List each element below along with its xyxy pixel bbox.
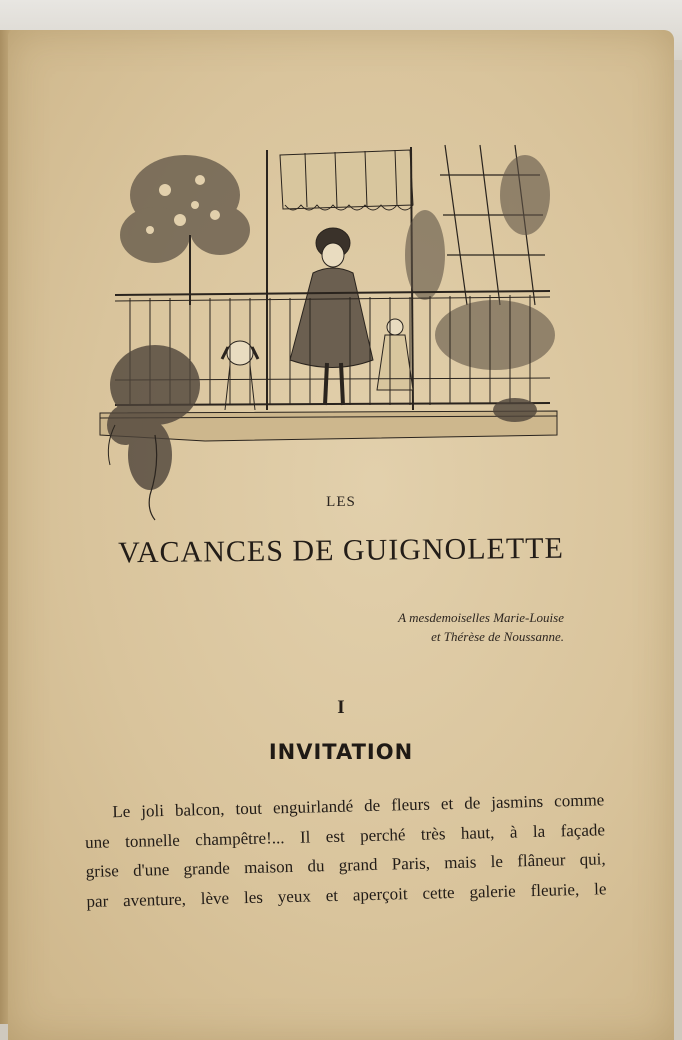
chapter-title: INVITATION bbox=[268, 740, 414, 764]
dedication-line: A mesdemoiselles Marie-Louise bbox=[398, 610, 564, 625]
chapter-number: I bbox=[337, 697, 345, 718]
paragraph-line: par aventure, lève les yeux et aperçoit cette galerie fleurie, le bbox=[86, 878, 607, 911]
page-title: VACANCES DE GUIGNOLETTE bbox=[117, 531, 565, 570]
body-paragraph bbox=[84, 785, 607, 916]
balcony-illustration bbox=[95, 135, 565, 525]
title-overline: LES bbox=[326, 494, 356, 510]
dedication bbox=[398, 608, 564, 646]
paragraph-line: grise d'une grande maison du grand Paris, mais le flâneur qui, bbox=[85, 849, 606, 881]
dedication-line: et Thérèse de Noussanne. bbox=[431, 629, 564, 644]
paragraph-line: Le joli balcon, tout enguirlandé de fleurs et de jasmins comme bbox=[112, 790, 605, 822]
paragraph-line: une tonnelle champêtre!... Il est perché très haut, à la façade bbox=[84, 819, 606, 852]
